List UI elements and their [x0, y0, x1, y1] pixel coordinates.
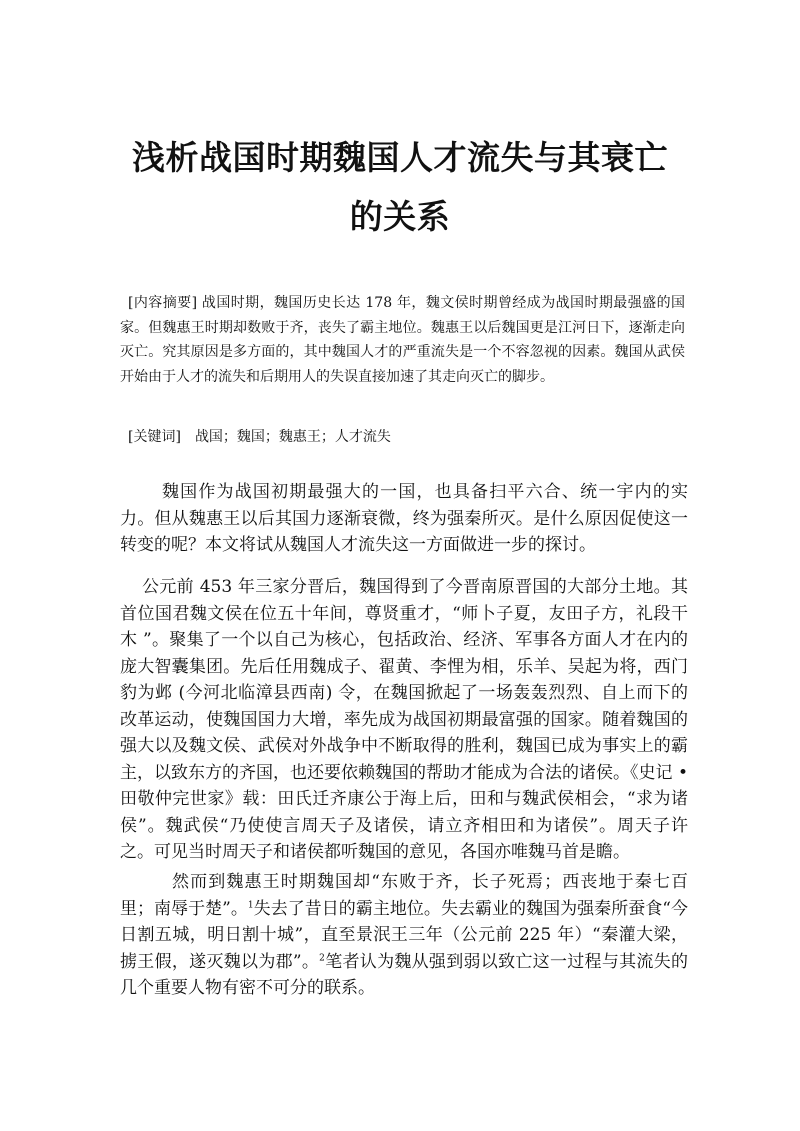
abstract-text: 战国时期，魏国历史长达 178 年，魏文侯时期曾经成为战国时期最强盛的国家。但魏惠王时期却数败于齐，丧失了霸主地位。魏惠王以后魏国更是江河日下，逐渐走向灭亡。究其原因是多方面的，其中魏国人才的严重流失是一个不容忽视的因素。魏国从武侯开始由于人才的流失和后期用人的失误直接加速了其走向灭亡的脚步。 [120, 295, 685, 385]
footnote-marker: 1 [247, 899, 254, 910]
footnote-marker: 2 [319, 952, 325, 963]
body-paragraph-huiwang [120, 869, 688, 1002]
abstract [120, 291, 685, 389]
keywords-label: [关键词] [128, 429, 181, 445]
body-paragraph-wenhou: 公元前 453 年三家分晋后，魏国得到了今晋南原晋国的大部分土地。其首位国君魏文侯在位五十年间，尊贤重才，“师卜子夏，友田子方，礼段干木 ”。聚集了一个以自己为核心，包括政治、经济、军事各方面人才在内的庞大智囊集团。先后任用魏成子、翟黄、李悝为相，乐羊、吴起为将，西门豹为邺 (今河北临漳县西南) 令，在魏国掀起了一场轰轰烈烈、自上而下的改革运动，使魏国国力大增，率先成为战国初期最富强的国家。随着魏国的强大以及魏文侯、武侯对外战争中不断取得的胜利，魏国已成为事实上的霸主，以致东方的齐国，也还要依赖魏国的帮助才能成为合法的诸侯。《史记 • 田敬仲完世家》载：田氏迁齐康公于海上后，田和与魏武侯相会，“求为诸侯”。魏武侯“乃使使言周天子及诸侯，请立齐相田和为诸侯”。周天子许之。可见当时周天子和诸侯都听魏国的意见，各国亦唯魏马首是瞻。 [120, 577, 688, 862]
body-paragraph-intro: 魏国作为战国初期最强大的一国，也具备扫平六合、统一宇内的实力。但从魏惠王以后其国力逐渐衰微，终为强秦所灭。是什么原因促使这一转变的呢？本文将试从魏国人才流失这一方面做进一步的探讨。 [120, 482, 688, 555]
document-title: 浅析战国时期魏国人才流失与其衰亡的关系 [132, 138, 668, 236]
abstract-label: [内容摘要] [128, 295, 198, 311]
keywords [128, 427, 688, 447]
paragraph-text: 然而到魏惠王时期魏国却“东败于齐，长子死焉；西丧地于秦七百里；南辱于楚”。 [120, 872, 688, 919]
paragraph-text: 笔者认为魏从强到弱以致亡这一过程与其流失的几个重要人物有密不可分的联系。 [120, 951, 688, 998]
paragraph-text: 失去了昔日的霸主地位。失去霸业的魏国为强秦所蚕食“今日割五城，明日割十城”，直至景泯王三年（公元前 225 年）“秦灌大梁，掳王假，遂灭魏以为郡”。 [120, 898, 688, 972]
keywords-text: 战国；魏国；魏惠王；人才流失 [194, 429, 391, 445]
